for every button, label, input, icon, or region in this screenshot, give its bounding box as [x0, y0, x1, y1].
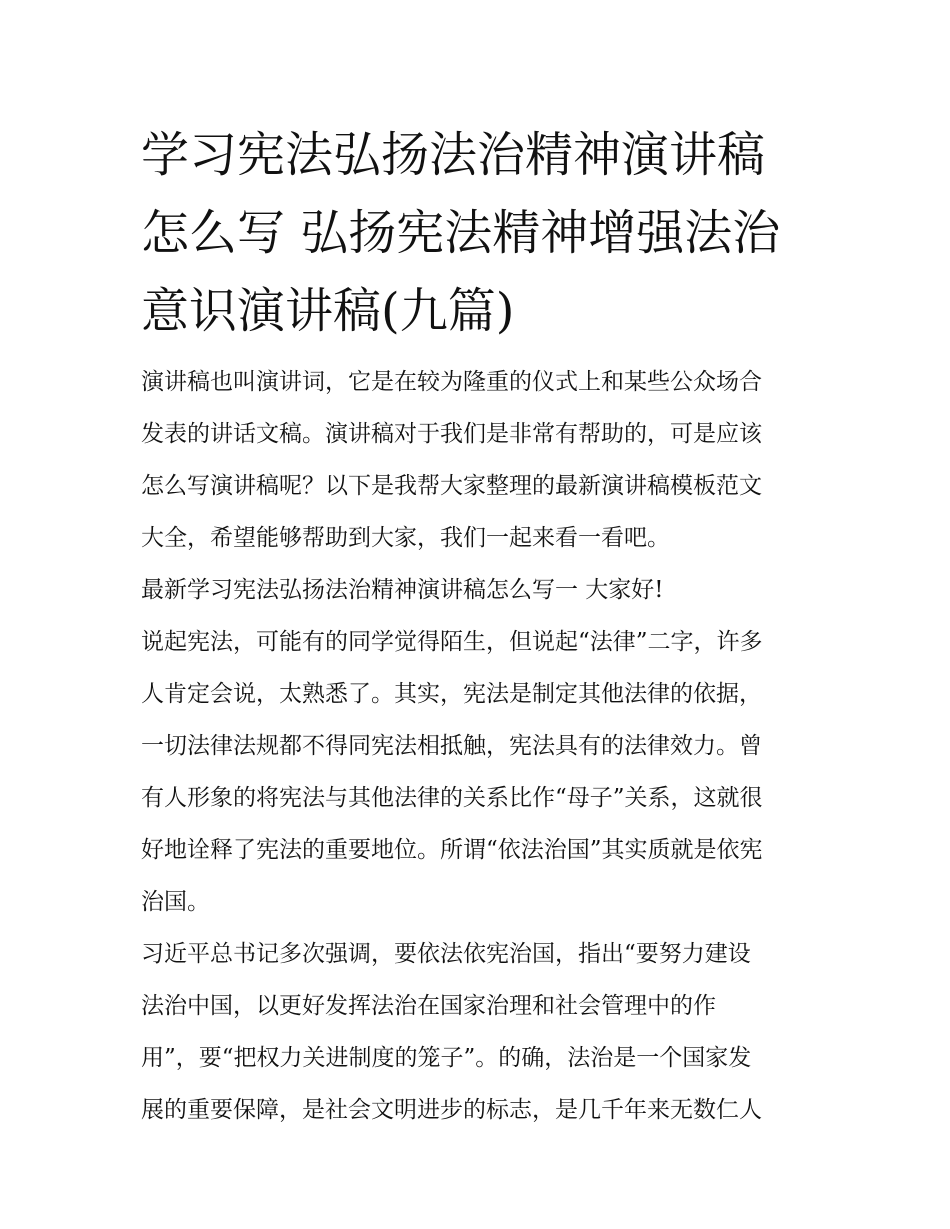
paragraph-section-heading	[141, 564, 821, 616]
text-line: 最新学习宪法弘扬法治精神演讲稿怎么写一 大家好!	[141, 577, 664, 603]
document-title	[141, 116, 821, 350]
paragraph-rule-of-law	[141, 928, 821, 1136]
text-line: 演讲稿也叫演讲词，它是在较为隆重的仪式上和某些公众场合	[141, 369, 762, 395]
text-line: 说起宪法，可能有的同学觉得陌生，但说起“法律”二字，许多	[141, 629, 763, 655]
text-line: 大全，希望能够帮助到大家，我们一起来看一看吧。	[141, 525, 670, 551]
title-line: 学习宪法弘扬法治精神演讲稿	[141, 127, 766, 183]
paragraph-intro	[141, 356, 821, 564]
paragraph-constitution	[141, 616, 821, 928]
text-line: 好地诠释了宪法的重要地位。所谓“依法治国”其实质就是依宪	[141, 837, 763, 863]
text-line: 有人形象的将宪法与其他法律的关系比作“母子”关系，这就很	[141, 785, 763, 811]
title-line: 怎么写 弘扬宪法精神增强法治	[141, 205, 781, 261]
text-line: 法治中国，以更好发挥法治在国家治理和社会管理中的作	[141, 993, 716, 1019]
text-line: 用”，要“把权力关进制度的笼子”。的确，法治是一个国家发	[141, 1045, 752, 1071]
text-line: 习近平总书记多次强调，要依法依宪治国，指出“要努力建设	[141, 941, 751, 967]
document-body	[141, 356, 821, 1136]
text-line: 人肯定会说，太熟悉了。其实，宪法是制定其他法律的依据，	[141, 681, 762, 707]
text-line: 一切法律法规都不得同宪法相抵触，宪法具有的法律效力。曾	[141, 733, 762, 759]
title-line: 意识演讲稿(九篇)	[141, 283, 515, 339]
text-line: 怎么写演讲稿呢？以下是我帮大家整理的最新演讲稿模板范文	[141, 473, 762, 499]
text-line: 发表的讲话文稿。演讲稿对于我们是非常有帮助的，可是应该	[141, 421, 762, 447]
text-line: 治国。	[141, 889, 210, 915]
text-line: 展的重要保障，是社会文明进步的标志，是几千年来无数仁人	[141, 1097, 762, 1123]
